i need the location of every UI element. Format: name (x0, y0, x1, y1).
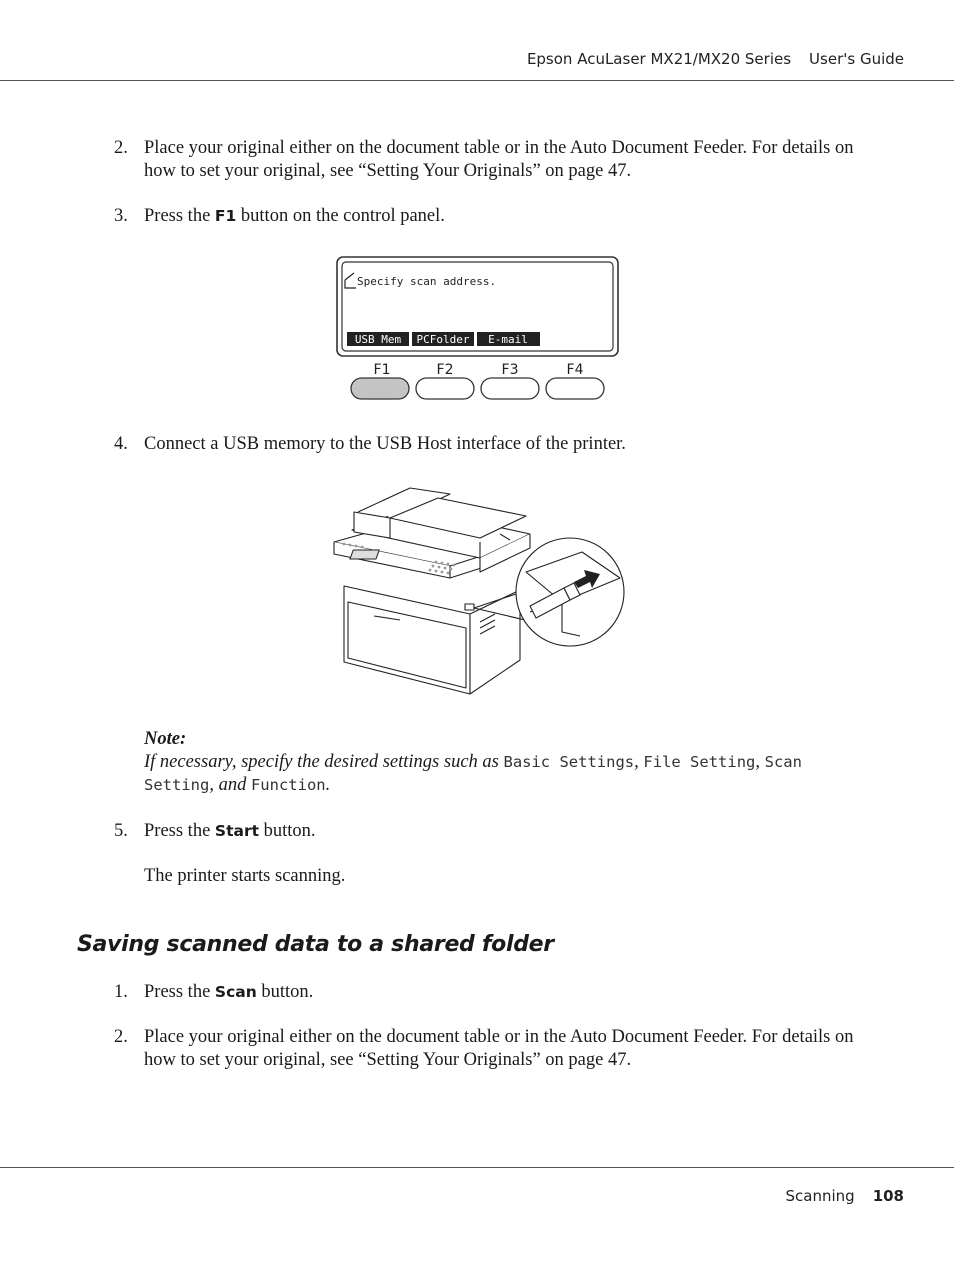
note-end: . (325, 775, 331, 795)
step-number: 2. (114, 138, 128, 158)
usb-port (465, 604, 474, 610)
key-f1-label: F1 (214, 207, 237, 225)
f4-label: F4 (566, 362, 584, 378)
printer-side-panel (470, 590, 520, 694)
note-item-basic-settings: Basic Settings (503, 753, 635, 771)
step-text-post: button. (256, 982, 314, 1002)
step-text-post: button on the control panel. (236, 206, 445, 226)
running-header (527, 50, 904, 68)
note-title: Note: (144, 729, 187, 749)
f3-button (481, 378, 539, 399)
f2-label: F2 (436, 362, 454, 378)
printer-usb-illustration (330, 482, 626, 698)
footer-section: Scanning (785, 1187, 855, 1205)
adf-feeder (354, 512, 390, 538)
step-5-result: The printer starts scanning. (144, 866, 346, 886)
footer-rule (0, 1167, 954, 1168)
key-scan-label: Scan (214, 983, 257, 1001)
printer-front-panel (344, 586, 470, 694)
f4-button (546, 378, 604, 399)
f1-button (351, 378, 409, 399)
step-number: 2. (114, 1027, 128, 1047)
softkey-pcfolder-label: PCFolder (416, 333, 470, 346)
step-number: 4. (114, 434, 128, 454)
f2-button (416, 378, 474, 399)
page-number: 108 (872, 1187, 904, 1205)
f1-label: F1 (373, 362, 391, 378)
note-body (144, 751, 844, 797)
note-item-scan-setting: Scan Setting (144, 753, 802, 794)
header-product: Epson AcuLaser MX21/MX20 Series (526, 50, 792, 68)
f3-label: F3 (501, 362, 519, 378)
header-rule (0, 80, 954, 81)
key-start-label: Start (214, 822, 260, 840)
step-text-pre: Press the (144, 206, 215, 226)
step-text (144, 820, 884, 843)
lcd-message: Specify scan address. (357, 275, 497, 288)
step-text-pre: Press the (144, 982, 215, 1002)
step-number: 1. (114, 982, 128, 1002)
step-text-post: button. (259, 821, 316, 841)
step-text: Place your original either on the document table or in the Auto Document Feeder. For details on how to set your original, see “Setting Your Originals” on page 47. (144, 1027, 854, 1070)
control-panel-illustration (330, 254, 630, 404)
note-intro: If necessary, specify the desired settings such as (144, 752, 504, 772)
step-text-pre: Press the (144, 821, 215, 841)
note-separator: , (755, 752, 765, 772)
softkey-email-label: E-mail (488, 333, 528, 346)
note-separator: , (634, 752, 644, 772)
step-number: 5. (114, 821, 128, 841)
section-heading: Saving scanned data to a shared folder (77, 932, 554, 957)
header-guide: User's Guide (809, 50, 904, 68)
step-text (144, 981, 884, 1004)
printer-lcd (350, 550, 379, 559)
softkey-usb-mem-label: USB Mem (354, 333, 402, 346)
step-text (144, 205, 884, 228)
step-number: 3. (114, 206, 128, 226)
note-item-function: Function (250, 776, 326, 794)
step-text: Place your original either on the document table or in the Auto Document Feeder. For details on how to set your original, see “Setting Your Originals” on page 47. (144, 138, 854, 181)
running-footer (786, 1187, 904, 1205)
note-item-file-setting: File Setting (643, 753, 756, 771)
note-and: , and (209, 775, 251, 795)
step-text: Connect a USB memory to the USB Host interface of the printer. (144, 434, 626, 454)
